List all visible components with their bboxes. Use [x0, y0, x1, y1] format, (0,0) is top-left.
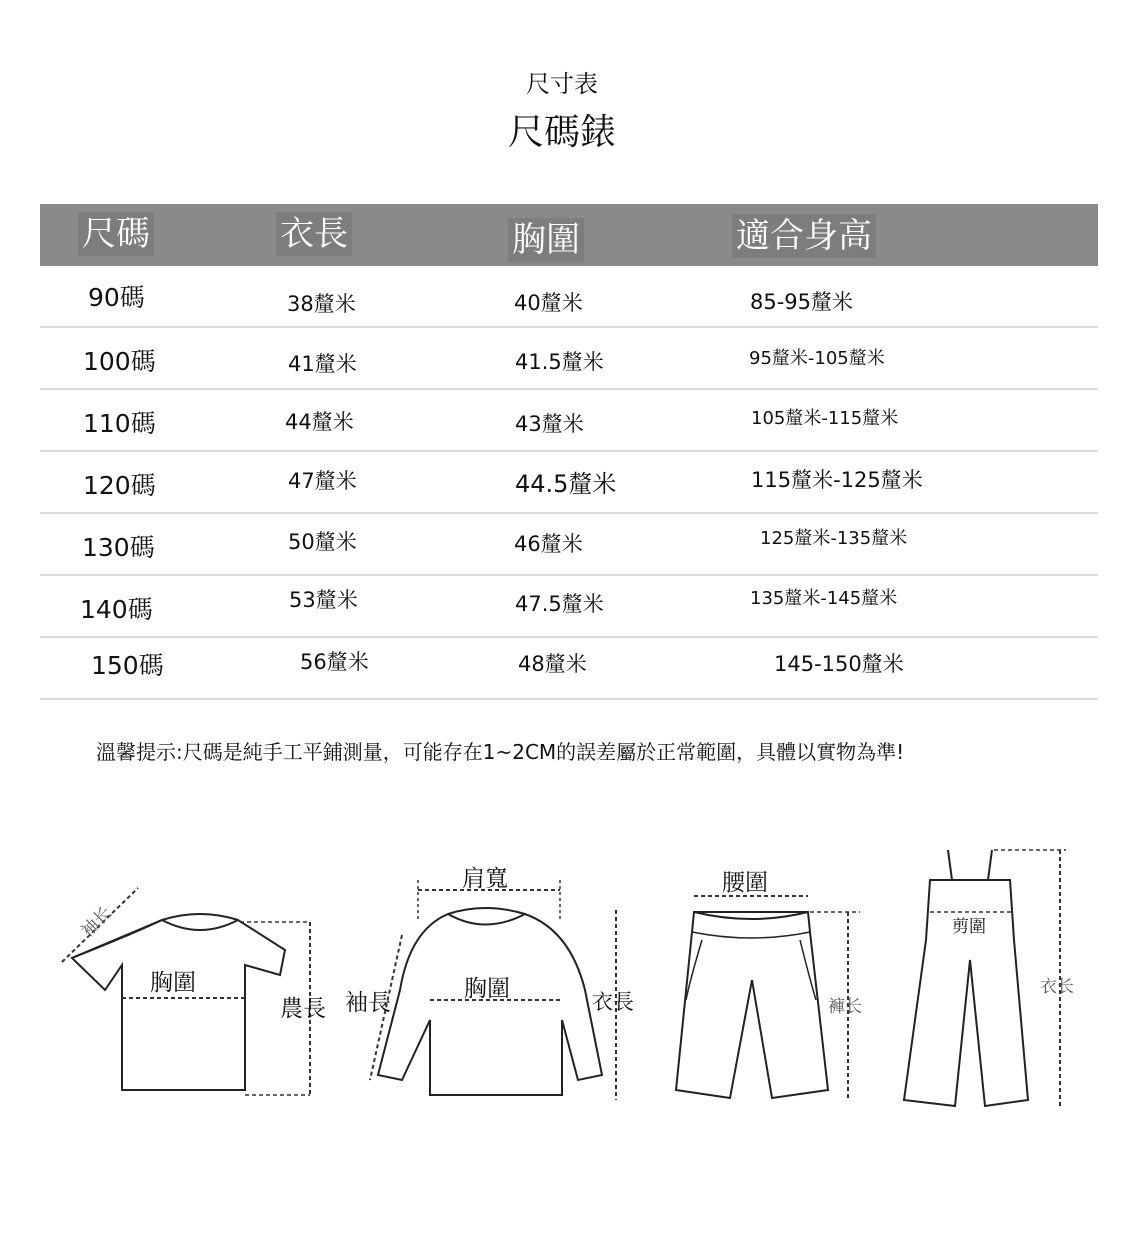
- cell-length: 47釐米: [288, 469, 357, 493]
- tshirt-sleeve-label: 袖长: [77, 903, 116, 942]
- table-row: [40, 266, 1098, 328]
- cell-size: 150碼: [91, 651, 164, 680]
- cell-chest: 46釐米: [514, 532, 583, 556]
- table-row: [40, 576, 1098, 638]
- table-row: [40, 638, 1098, 700]
- cell-height: 115釐米-125釐米: [751, 468, 923, 492]
- longsleeve-diagram: [340, 840, 640, 1120]
- longsleeve-sleeve-label: 袖長: [345, 990, 391, 1016]
- longsleeve-chest-label: 胸圍: [464, 976, 510, 1002]
- cell-size: 110碼: [83, 409, 156, 438]
- cell-size: 140碼: [80, 595, 153, 624]
- cell-chest: 44.5釐米: [515, 470, 617, 498]
- shorts-length-label: 褲长: [828, 997, 862, 1017]
- cell-size: 90碼: [88, 283, 145, 312]
- overalls-length-label: 衣长: [1040, 977, 1074, 997]
- cell-length: 41釐米: [288, 352, 357, 376]
- cell-height: 85-95釐米: [750, 290, 854, 314]
- cell-height: 135釐米-145釐米: [750, 588, 898, 609]
- size-table: [40, 204, 1098, 700]
- cell-length: 56釐米: [300, 650, 369, 674]
- table-row: [40, 514, 1098, 576]
- page-subtitle: 尺寸表: [526, 70, 598, 98]
- shorts-waist-label: 腰圍: [722, 870, 768, 896]
- header-height: 適合身高: [732, 214, 876, 258]
- cell-length: 38釐米: [287, 292, 356, 316]
- tshirt-length-label: 農長: [280, 996, 326, 1022]
- cell-length: 53釐米: [289, 588, 358, 612]
- cell-chest: 47.5釐米: [515, 592, 604, 616]
- cell-height: 95釐米-105釐米: [749, 348, 885, 369]
- cell-height: 125釐米-135釐米: [760, 528, 908, 549]
- tshirt-chest-label: 胸圍: [150, 970, 196, 996]
- shorts-diagram: [660, 840, 880, 1120]
- cell-size: 100碼: [83, 347, 156, 376]
- shorts-illustration: [660, 840, 880, 1120]
- overalls-diagram: [890, 840, 1090, 1130]
- cell-height: 145-150釐米: [774, 652, 904, 676]
- table-row: [40, 328, 1098, 390]
- header-length: 衣長: [276, 212, 352, 256]
- cell-chest: 40釐米: [514, 291, 583, 315]
- tshirt-diagram: [50, 840, 340, 1120]
- overalls-chest-label: 剪圍: [952, 917, 986, 937]
- longsleeve-shoulder-label: 肩寬: [462, 866, 508, 892]
- cell-chest: 48釐米: [518, 652, 587, 676]
- table-header: [40, 204, 1098, 266]
- cell-height: 105釐米-115釐米: [751, 408, 899, 429]
- header-chest: 胸圍: [508, 218, 584, 262]
- table-row: [40, 390, 1098, 452]
- cell-chest: 43釐米: [515, 412, 584, 436]
- cell-chest: 41.5釐米: [515, 350, 604, 374]
- cell-length: 50釐米: [288, 530, 357, 554]
- measurement-tip: 溫馨提示:尺碼是純手工平鋪測量，可能存在1~2CM的誤差屬於正常範圍，具體以實物為準!: [96, 740, 905, 764]
- cell-size: 130碼: [82, 533, 155, 562]
- cell-length: 44釐米: [285, 410, 354, 434]
- cell-size: 120碼: [83, 471, 156, 500]
- longsleeve-length-label: 衣長: [592, 990, 634, 1014]
- table-row: [40, 452, 1098, 514]
- page-title: 尺碼錶: [507, 112, 616, 153]
- header-size: 尺碼: [78, 212, 154, 256]
